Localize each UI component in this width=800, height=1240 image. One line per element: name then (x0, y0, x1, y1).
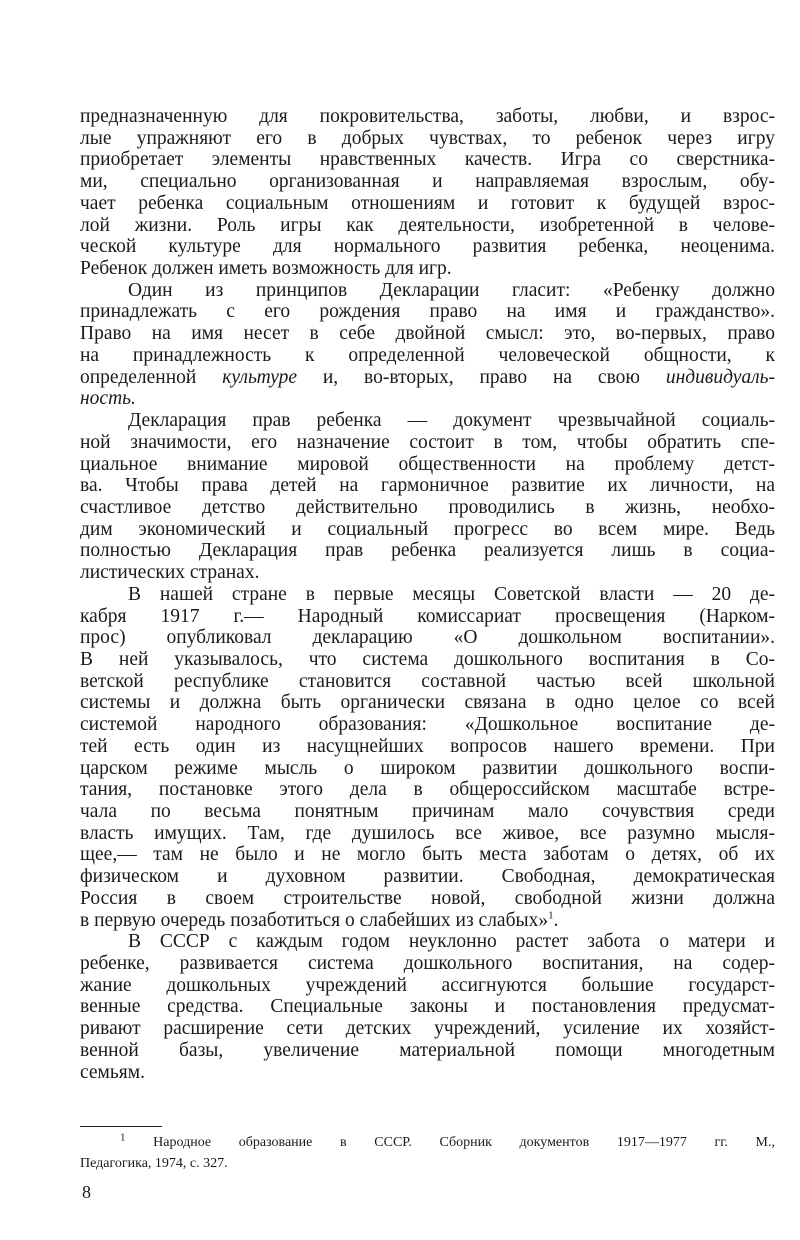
text-segment: венной базы, увеличение материальной помощи многодетным (80, 1039, 775, 1061)
text-line (80, 671, 775, 693)
text-segment: ребенке, развивается система дошкольного воспитания, на содер- (80, 953, 775, 975)
text-line (80, 779, 775, 801)
text-line (80, 1018, 775, 1040)
text-segment: ной значимости, его назначение состоит в том, чтобы обратить спе- (80, 431, 775, 453)
text-line (80, 714, 775, 736)
text-segment: ривают расширение сети детских учреждений, усиление их хозяйст- (80, 1018, 775, 1040)
text-line (80, 562, 775, 584)
text-segment: царском режиме мысль о широком развитии дошкольного воспи- (80, 757, 775, 779)
text-segment: прос) опубликовал декларацию «О дошкольном воспитании». (80, 627, 775, 649)
text-line (80, 910, 775, 932)
text-line (80, 975, 775, 997)
text-line (80, 388, 775, 410)
text-segment: циальное внимание мировой общественности на проблему детст- (80, 453, 775, 475)
text-segment: семьям. (80, 1061, 145, 1083)
text-line (80, 1062, 775, 1084)
text-segment: ва. Чтобы права детей на гармоничное развитие их личности, на (80, 475, 775, 497)
text-line (80, 866, 775, 888)
text-line (80, 1040, 775, 1062)
text-segment: определенной (80, 366, 223, 388)
text-line (80, 236, 775, 258)
footnote-line: Педагогика, 1974, с. 327. (80, 1156, 228, 1171)
text-segment: листических странах. (80, 562, 260, 584)
text-line (80, 736, 775, 758)
text-segment: системы и должна быть органически связана в одно целое со всей (80, 692, 775, 714)
text-line (80, 367, 775, 389)
text-segment: на принадлежность к определенной человеческой общности, к (80, 344, 775, 366)
text-line (80, 215, 775, 237)
body-text (80, 106, 775, 1083)
text-segment: ческой культуре для нормального развития ребенка, неоценима. (80, 236, 775, 258)
text-segment: кабря 1917 г.— Народный комиссариат просвещения (Нарком- (80, 605, 775, 627)
text-line (80, 540, 775, 562)
text-segment: лой жизни. Роль игры как деятельности, изобретенной в челове- (80, 214, 775, 236)
italic-text: индивидуаль- (665, 366, 775, 388)
text-line (80, 171, 775, 193)
text-segment: ветской республике становится составной частью всей школьной (80, 670, 775, 692)
text-line (80, 301, 775, 323)
text-segment: счастливое детство действительно проводились в жизнь, необхо- (80, 496, 775, 518)
text-line (80, 497, 775, 519)
text-line (80, 128, 775, 150)
text-line (80, 823, 775, 845)
text-segment: В ней указывалось, что система дошкольного воспитания в Со- (80, 648, 775, 670)
text-line (80, 280, 775, 302)
text-segment: тей есть один из насущнейших вопросов нашего времени. При (80, 735, 775, 757)
text-line (80, 410, 775, 432)
text-line (80, 432, 775, 454)
text-segment: Декларация прав ребенка — документ чрезвычайной социаль- (128, 410, 775, 432)
text-segment: лые упражняют его в добрых чувствах, то ребенок через игру (80, 127, 775, 149)
text-segment: Ребенок должен иметь возможность для игр. (80, 258, 452, 280)
text-line (80, 758, 775, 780)
text-segment: ми, специально организованная и направляемая взрослым, обу- (80, 171, 775, 193)
text-segment: . (553, 909, 559, 931)
text-line (80, 454, 775, 476)
text-segment: власть имущих. Там, где душилось все живое, все разумно мысля- (80, 822, 775, 844)
text-line (80, 584, 775, 606)
text-line (80, 149, 775, 171)
text-line (80, 193, 775, 215)
text-segment: в первую очередь позаботиться о слабейших из слабых» (80, 909, 549, 931)
footnote-reference: 1 (548, 909, 554, 922)
footnote-marker: 1 (120, 1131, 126, 1144)
text-segment: жание дошкольных учреждений ассигнуются большие государст- (80, 974, 775, 996)
text-line (80, 345, 775, 367)
text-segment: принадлежать с его рождения право на имя и гражданство». (80, 301, 775, 323)
text-line (80, 519, 775, 541)
text-line (80, 931, 775, 953)
page-number: 8 (82, 1182, 91, 1202)
text-segment: Право на имя несет в себе двойной смысл: это, во-первых, право (80, 323, 775, 345)
text-segment: Один из принципов Декларации гласит: «Ребенку должно (128, 279, 775, 301)
text-segment: и, во-вторых, право на свою (297, 366, 666, 388)
text-segment: Россия в своем строительстве новой, свободной жизни должна (80, 887, 775, 909)
text-segment: В СССР с каждым годом неуклонно растет забота о матери и (128, 931, 775, 953)
text-line (80, 606, 775, 628)
text-line (80, 888, 775, 910)
text-line (80, 475, 775, 497)
text-segment: В нашей стране в первые месяцы Советской власти — 20 де- (128, 583, 775, 605)
text-line (80, 801, 775, 823)
text-line (80, 106, 775, 128)
text-line (80, 258, 775, 280)
text-segment: щее,— там не было и не могло быть места заботам о детях, об их (80, 844, 775, 866)
text-line (80, 953, 775, 975)
text-segment: физическом и духовном развитии. Свободная, демократическая (80, 866, 775, 888)
text-segment: тания, постановке этого дела в общероссийском масштабе встре- (80, 779, 775, 801)
text-segment: предназначенную для покровительства, заботы, любви, и взрос- (80, 106, 775, 127)
text-line (80, 627, 775, 649)
footnote-line (80, 1132, 775, 1153)
footnote-divider (80, 1126, 162, 1127)
text-segment: чает ребенка социальным отношениям и готовит к будущей взрос- (80, 192, 775, 214)
text-segment: венные средства. Специальные законы и постановления предусмат- (80, 996, 775, 1018)
italic-text: культуре (222, 366, 297, 388)
footnote (80, 1132, 775, 1174)
italic-text: ность. (80, 388, 136, 410)
text-line (80, 996, 775, 1018)
text-line (80, 649, 775, 671)
text-line (80, 323, 775, 345)
text-line (80, 692, 775, 714)
text-segment: приобретает элементы нравственных качеств. Игра со сверстника- (80, 149, 775, 171)
text-segment: дим экономический и социальный прогресс во всем мире. Ведь (80, 518, 775, 540)
text-segment: системой народного образования: «Дошкольное воспитание де- (80, 714, 775, 736)
text-segment: полностью Декларация прав ребенка реализуется лишь в социа- (80, 540, 775, 562)
text-line (80, 844, 775, 866)
footnote-text: Народное образование в СССР. Сборник документов 1917—1977 гг. М., (153, 1135, 775, 1150)
text-segment: чала по весьма понятным причинам мало сочувствия среди (80, 801, 775, 822)
